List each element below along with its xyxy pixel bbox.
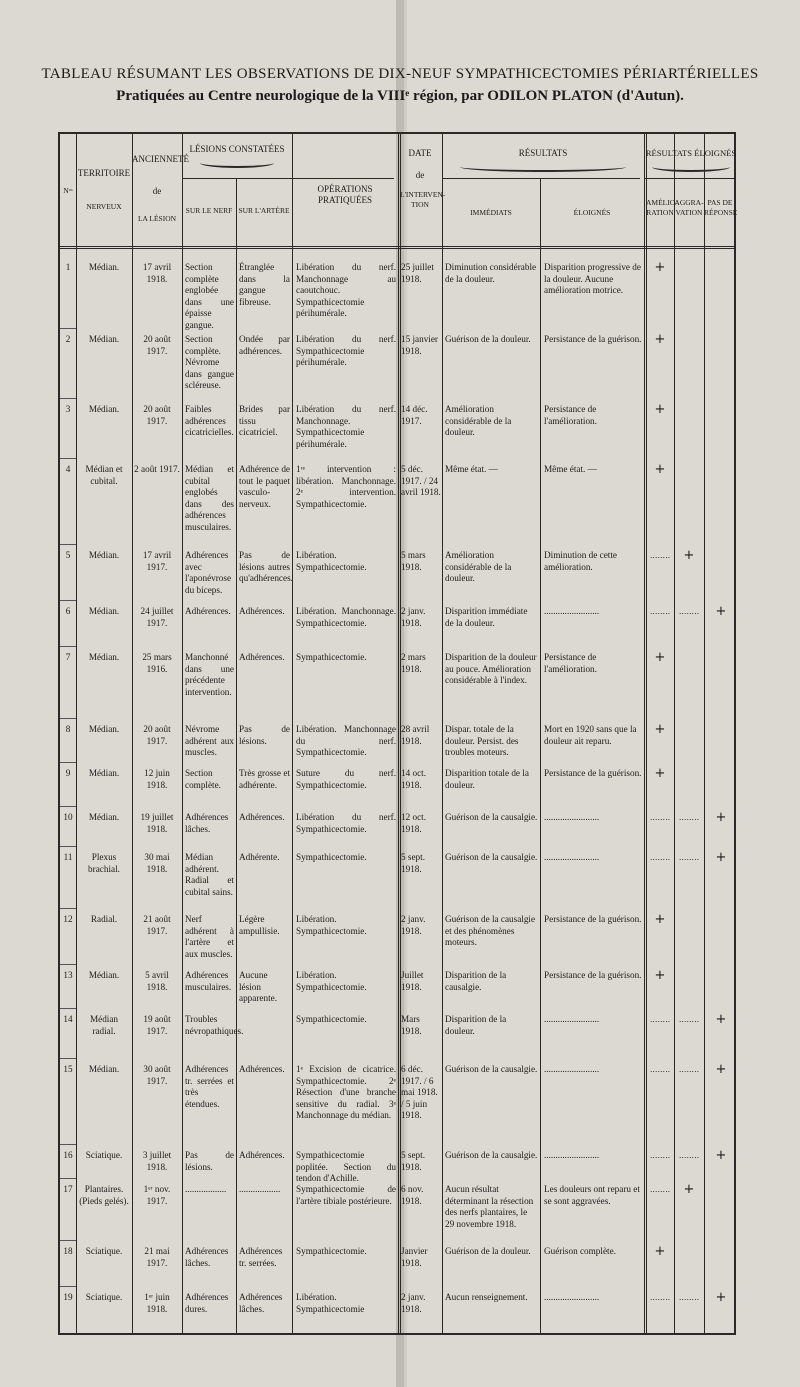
cell-pas-de-reponse [706, 768, 736, 804]
row-separator [60, 908, 76, 909]
cell-territoire: Médian. [88, 262, 120, 272]
cell-artere: Adhérences. [239, 652, 285, 662]
cell-nerf: Adhérences musculaires. [185, 970, 232, 992]
cell-operation: Libération. Manchonnage. Sympathicectomie. [296, 606, 396, 628]
cell-pas-de-reponse [706, 724, 736, 760]
cell-territoire: Médian. [88, 812, 120, 822]
cell-aggravation: ........ [678, 853, 700, 862]
cell-nerf: Faibles adhérences cicatricielles. [185, 404, 234, 438]
cell-territoire: Médian. [88, 550, 120, 560]
cell-anciennete: 5 avril 1918. [145, 970, 169, 992]
cell-num: 18 [63, 1246, 73, 1256]
cell-artere: Adhérences. [239, 606, 285, 616]
cell-nerf: Manchonné dans une précédente intervention. [185, 652, 234, 697]
cell-nerf: Adhérences dures. [185, 1292, 229, 1314]
cell-amelioration: + [654, 766, 666, 781]
cell-pas-de-reponse [706, 914, 736, 962]
cell-date: 14 déc. 1917. [401, 404, 428, 426]
cell-eloignes: Persistance de la guérison. [544, 970, 642, 980]
header-anciennete-de: de [152, 186, 162, 196]
cell-pas-de-reponse: + [715, 1062, 727, 1077]
row-separator [60, 806, 76, 807]
cell-immediats: Disparition de la douleur au pouce. Amélioration considérable à l'index. [445, 652, 537, 686]
header-date-de: de [415, 170, 425, 180]
cell-pas-de-reponse [706, 550, 736, 598]
cell-anciennete: 21 août 1917. [143, 914, 171, 936]
cell-anciennete: 24 juillet 1917. [140, 606, 174, 628]
cell-eloignes: Persistance de l'amélioration. [544, 404, 597, 426]
cell-artere: Adhérente. [239, 852, 280, 862]
cell-amelioration: ........ [649, 853, 671, 862]
header-operations: OPÉRATIONS PRATIQUÉES [317, 184, 373, 205]
cell-pas-de-reponse: + [715, 1012, 727, 1027]
cell-eloignes: ........................ [544, 1150, 600, 1160]
cell-territoire: Médian. [88, 970, 120, 980]
cell-artere: Adhérences lâches. [239, 1292, 283, 1314]
cell-territoire: Médian. [88, 1064, 120, 1074]
cell-eloignes: ........................ [544, 852, 600, 862]
cell-pas-de-reponse [706, 970, 736, 1006]
header-la-lesion: LA LÉSION [137, 214, 177, 223]
header-pas-de-reponse: PAS DE RÉPONSE [704, 198, 738, 217]
cell-num: 16 [63, 1150, 73, 1160]
cell-num: 1 [65, 262, 71, 272]
cell-immediats: Dispar. totale de la douleur. Persist. des troubles moteurs. [445, 724, 519, 758]
header-brace [652, 162, 730, 172]
cell-date: Juillet 1918. [401, 970, 424, 992]
row-separator [60, 718, 76, 719]
cell-artere: Adhérence de tout le paquet vasculo-nerveux. [239, 464, 290, 509]
cell-eloignes: Guérison complète. [544, 1246, 616, 1256]
cell-eloignes: Les douleurs ont reparu et se sont aggravées. [544, 1184, 640, 1206]
cell-territoire: Médian. [88, 768, 120, 778]
row-separator [60, 544, 76, 545]
cell-pas-de-reponse: + [715, 1290, 727, 1305]
cell-pas-de-reponse [706, 404, 736, 456]
cell-amelioration: ........ [649, 1015, 671, 1024]
cell-operation: Libération. Sympathicectomie. [296, 914, 367, 936]
cell-eloignes: ........................ [544, 1292, 600, 1302]
cell-territoire: Médian. [88, 606, 120, 616]
cell-date: 2 janv. 1918. [401, 914, 426, 936]
cell-aggravation [676, 768, 702, 804]
cell-territoire: Plexus brachial. [88, 852, 120, 874]
cell-artere: Ondée par adhérences. [239, 334, 290, 356]
cell-date: 14 oct. 1918. [401, 768, 427, 790]
cell-anciennete: 21 mai 1917. [144, 1246, 170, 1268]
cell-eloignes: ........................ [544, 606, 600, 616]
cell-num: 15 [63, 1064, 73, 1074]
cell-nerf: Section complète englobée dans une épaisse gangue. [185, 262, 234, 330]
cell-anciennete: 20 août 1917. [143, 404, 171, 426]
cell-operation: Sympathicectomie de l'artère tibiale postérieure. [296, 1184, 396, 1206]
cell-amelioration: + [654, 650, 666, 665]
cell-nerf: Section complète. Névrome dans gangue scléreuse. [185, 334, 234, 391]
cell-territoire: Médian. [88, 652, 120, 662]
row-separator [60, 1058, 76, 1059]
cell-pas-de-reponse [706, 1246, 736, 1284]
cell-aggravation: ........ [678, 1065, 700, 1074]
header-intervention: L'INTERVEN-TION [400, 190, 446, 209]
cell-pas-de-reponse [706, 334, 736, 396]
cell-anciennete: 19 août 1917. [143, 1014, 171, 1036]
observations-table [58, 132, 736, 1335]
header-anciennete: ANCIENNETÉ [132, 154, 189, 164]
cell-nerf: Névrome adhérent aux muscles. [185, 724, 234, 758]
cell-nerf: Médian et cubital englobés dans des adhérences musculaires. [185, 464, 234, 532]
header-brace [460, 162, 626, 172]
cell-anciennete: 20 août 1917. [143, 334, 171, 356]
cell-num: 10 [63, 812, 73, 822]
cell-artere: Adhérences tr. serrées. [239, 1246, 283, 1268]
cell-artere: Adhérences. [239, 812, 285, 822]
cell-amelioration: ........ [649, 813, 671, 822]
cell-aggravation [676, 914, 702, 962]
cell-num: 5 [65, 550, 71, 560]
header-resultats: RÉSULTATS [518, 148, 568, 158]
cell-amelioration: + [654, 722, 666, 737]
cell-anciennete: 2 août 1917. [134, 464, 180, 474]
cell-num: 7 [65, 652, 71, 662]
cell-operation: Sympathicectomie. [296, 852, 367, 862]
cell-aggravation: ........ [678, 1015, 700, 1024]
cell-operation: Libération. Sympathicectomie [296, 1292, 365, 1314]
cell-eloignes: Persistance de la guérison. [544, 334, 642, 344]
cell-immediats: Guérison de la causalgie. [445, 812, 538, 822]
header-date: DATE [408, 148, 432, 158]
header-brace [200, 158, 274, 168]
cell-amelioration: ........ [649, 607, 671, 616]
cell-num: 11 [63, 852, 73, 862]
cell-operation: Libération du nerf. Sympathicectomie périhumérale. [296, 334, 396, 368]
cell-amelioration: + [654, 1244, 666, 1259]
row-separator [60, 964, 76, 965]
cell-artere: Pas de lésions autres qu'adhérences. [239, 550, 293, 584]
cell-date: 2 janv. 1918. [401, 606, 426, 628]
cell-aggravation: + [683, 548, 695, 563]
cell-date: 5 mars 1918. [401, 550, 426, 572]
cell-eloignes: Persistance de la guérison. [544, 914, 642, 924]
cell-territoire: Médian. [88, 724, 120, 734]
cell-territoire: Sciatique. [85, 1150, 123, 1160]
cell-eloignes: ........................ [544, 1064, 600, 1074]
cell-amelioration: + [654, 260, 666, 275]
cell-artere: Légère ampullisie. [239, 914, 280, 936]
cell-anciennete: 19 juillet 1918. [140, 812, 174, 834]
cell-operation: Libération du nerf. Sympathicectomie. [296, 812, 396, 834]
cell-operation: Suture du nerf. Sympathicectomie. [296, 768, 396, 790]
cell-immediats: Amélioration considérable de la douleur. [445, 404, 512, 438]
cell-amelioration: ........ [649, 1293, 671, 1302]
cell-artere [239, 1014, 290, 1056]
cell-num: 6 [65, 606, 71, 616]
header-resultats-eloignes: RÉSULTATS ÉLOIGNÉS [645, 148, 737, 158]
cell-pas-de-reponse: + [715, 1148, 727, 1163]
row-separator [60, 1144, 76, 1145]
cell-eloignes: Mort en 1920 sans que la douleur ait reparu. [544, 724, 637, 746]
row-separator [60, 1008, 76, 1009]
cell-nerf: Adhérences tr. serrées et très étendues. [185, 1064, 234, 1109]
cell-territoire: Radial. [90, 914, 118, 924]
cell-immediats: Même état. — [445, 464, 498, 474]
header-amelioration: AMÉLIO-RATION [646, 198, 678, 217]
cell-anciennete: 1ᵉʳ nov. 1917. [143, 1184, 171, 1206]
cell-immediats: Aucun renseignement. [445, 1292, 528, 1302]
cell-aggravation: ........ [678, 607, 700, 616]
header-territoire: TERRITOIRE [77, 168, 131, 178]
cell-artere: Pas de lésions. [239, 724, 290, 746]
cell-operation: Sympathicectomie. [296, 1246, 367, 1256]
cell-aggravation [676, 262, 702, 326]
cell-eloignes: ........................ [544, 1014, 600, 1024]
cell-date: 2 mars 1918. [401, 652, 426, 674]
cell-artere: Étranglée dans la gangue fibreuse. [239, 262, 290, 307]
cell-operation: Libération du nerf. Manchonnage. Sympathicectomie périhumérale. [296, 404, 396, 449]
cell-eloignes: Disparition progressive de la douleur. Aucune amélioration motrice. [544, 262, 641, 296]
cell-territoire: Médian et cubital. [85, 464, 123, 486]
cell-nerf: Médian adhérent. Radial et cubital sains. [185, 852, 234, 897]
cell-anciennete: 12 juin 1918. [144, 768, 170, 790]
cell-amelioration: ........ [649, 1151, 671, 1160]
cell-nerf: Adhérences lâches. [185, 1246, 229, 1268]
cell-pas-de-reponse: + [715, 810, 727, 825]
cell-immediats: Guérison de la douleur. [445, 1246, 531, 1256]
cell-nerf: Troubles névropathiques. [185, 1014, 244, 1036]
cell-immediats: Disparition de la douleur. [445, 1014, 507, 1036]
row-separator [60, 762, 76, 763]
cell-aggravation: + [683, 1182, 695, 1197]
cell-territoire: Médian. [88, 404, 120, 414]
cell-pas-de-reponse [706, 262, 736, 326]
table-title: TABLEAU RÉSUMANT LES OBSERVATIONS DE DIX-NEUF SYMPATHICECTOMIES PÉRIARTÉRIELLES [41, 66, 759, 82]
row-separator [60, 328, 76, 329]
cell-territoire: Médian radial. [89, 1014, 119, 1036]
cell-aggravation: ........ [678, 1151, 700, 1160]
cell-date: 5 sept. 1918. [401, 852, 425, 874]
cell-pas-de-reponse [706, 652, 736, 716]
cell-immediats: Disparition totale de la douleur. [445, 768, 529, 790]
cell-immediats: Disparition de la causalgie. [445, 970, 507, 992]
cell-aggravation [676, 1246, 702, 1284]
cell-nerf: Adhérences. [185, 606, 231, 616]
cell-amelioration: + [654, 912, 666, 927]
cell-anciennete: 1ᵉʳ juin 1918. [144, 1292, 170, 1314]
cell-anciennete: 17 avril 1918. [142, 262, 172, 284]
cell-date: Mars 1918. [401, 1014, 422, 1036]
cell-anciennete: 17 avril 1917. [142, 550, 172, 572]
cell-immediats: Guérison de la causalgie. [445, 1064, 538, 1074]
row-separator [60, 846, 76, 847]
cell-anciennete: 3 juillet 1918. [142, 1150, 172, 1172]
cell-date: 5 déc. 1917. / 24 avril 1918. [401, 464, 441, 498]
cell-date: 28 avril 1918. [401, 724, 430, 746]
cell-date: 25 juillet 1918. [401, 262, 434, 284]
cell-operation: Sympathicectomie. [296, 652, 367, 662]
cell-date: 2 janv. 1918. [401, 1292, 426, 1314]
cell-artere: Très grosse et adhérente. [239, 768, 290, 790]
cell-date: 15 janvier 1918. [401, 334, 438, 356]
row-separator [60, 1240, 76, 1241]
cell-operation: Libération. Sympathicectomie. [296, 550, 367, 572]
cell-anciennete: 20 août 1917. [143, 724, 171, 746]
cell-num: 2 [65, 334, 71, 344]
cell-territoire: Sciatique. [85, 1246, 123, 1256]
cell-anciennete: 30 août 1917. [143, 1064, 171, 1086]
cell-immediats: Guérison de la douleur. [445, 334, 531, 344]
cell-pas-de-reponse [706, 464, 736, 542]
cell-operation: 1ʳᵉ intervention : libération. Manchonnage. 2ᵉ intervention. Sympathicectomie. [296, 464, 396, 509]
cell-immediats: Guérison de la causalgie. [445, 852, 538, 862]
cell-immediats: Diminution considérable de la douleur. [445, 262, 537, 284]
cell-amelioration: ........ [649, 1185, 671, 1194]
cell-nerf: Adhérences lâches. [185, 812, 229, 834]
cell-immediats: Guérison de la causalgie et des phénomènes moteurs. [445, 914, 536, 948]
cell-operation: Libération. Manchonnage du nerf. Sympathicectomie. [296, 724, 396, 758]
cell-eloignes: ........................ [544, 812, 600, 822]
row-separator [60, 398, 76, 399]
cell-territoire: Sciatique. [85, 1292, 123, 1302]
cell-nerf: Section complète. [185, 768, 221, 790]
cell-amelioration: + [654, 402, 666, 417]
cell-pas-de-reponse: + [715, 850, 727, 865]
cell-operation: Libération. Sympathicectomie. [296, 970, 367, 992]
cell-immediats: Disparition immédiate de la douleur. [445, 606, 528, 628]
row-separator [60, 1286, 76, 1287]
cell-eloignes: Diminution de cette amélioration. [544, 550, 617, 572]
cell-nerf: Nerf adhérent à l'artère et aux muscles. [185, 914, 234, 959]
row-separator [60, 646, 76, 647]
cell-num: 3 [65, 404, 71, 414]
cell-num: 17 [63, 1184, 73, 1194]
row-separator [60, 1178, 76, 1179]
cell-aggravation [676, 652, 702, 716]
cell-aggravation [676, 970, 702, 1006]
cell-immediats: Guérison de la causalgie. [445, 1150, 538, 1160]
cell-anciennete: 30 mai 1918. [144, 852, 170, 874]
cell-territoire: Plantaires. (Pieds gelés). [79, 1184, 129, 1206]
cell-num: 13 [63, 970, 73, 980]
header-immediats: IMMÉDIATS [470, 208, 512, 217]
cell-aggravation: ........ [678, 813, 700, 822]
cell-num: 19 [63, 1292, 73, 1302]
cell-amelioration: + [654, 968, 666, 983]
cell-pas-de-reponse [706, 1184, 736, 1238]
cell-anciennete: 25 mars 1916. [142, 652, 172, 674]
cell-num: 14 [63, 1014, 73, 1024]
cell-num: 8 [65, 724, 71, 734]
cell-amelioration: ........ [649, 551, 671, 560]
cell-nerf: .................. [185, 1184, 227, 1194]
cell-num: 12 [63, 914, 73, 924]
cell-date: 6 déc. 1917. / 6 mai 1918. / 5 juin 1918. [401, 1064, 438, 1121]
cell-artere: Adhérences. [239, 1064, 285, 1074]
header-eloignes: ÉLOIGNÉS [573, 208, 611, 217]
header-sur-le-nerf: SUR LE NERF [185, 206, 233, 215]
cell-date: 12 oct. 1918. [401, 812, 427, 834]
cell-aggravation [676, 464, 702, 542]
cell-date: 5 sept. 1918. [401, 1150, 425, 1172]
cell-num: 9 [65, 768, 71, 778]
table-subtitle: Pratiquées au Centre neurologique de la VIIIᵉ région, par ODILON PLATON (d'Autun). [116, 88, 684, 104]
cell-date: Janvier 1918. [401, 1246, 428, 1268]
header-sur-l-artere: SUR L'ARTÈRE [238, 206, 290, 215]
cell-num: 4 [65, 464, 71, 474]
cell-artere: Brides par tissu cicatriciel. [239, 404, 290, 438]
header-nerveux: NERVEUX [86, 202, 122, 211]
header-aggravation: AGGRA-VATION [674, 198, 704, 217]
cell-artere: .................. [239, 1184, 281, 1194]
cell-amelioration: ........ [649, 1065, 671, 1074]
cell-aggravation [676, 724, 702, 760]
cell-eloignes: Même état. — [544, 464, 597, 474]
cell-nerf: Adhérences avec l'aponévrose du biceps. [185, 550, 232, 595]
cell-pas-de-reponse: + [715, 604, 727, 619]
cell-immediats: Aucun résultat déterminant la résection des nerfs plantaires, le 29 novembre 1918. [445, 1184, 534, 1229]
cell-aggravation [676, 404, 702, 456]
cell-aggravation [676, 334, 702, 396]
header-num: Nᵒˢ [63, 186, 73, 195]
header-lesions-constatees: LÉSIONS CONSTATÉES [189, 144, 285, 154]
cell-operation: Sympathicectomie poplitée. Section du tendon d'Achille. [296, 1150, 396, 1184]
cell-date: 6 nov. 1918. [401, 1184, 424, 1206]
cell-aggravation: ........ [678, 1293, 700, 1302]
cell-eloignes: Persistance de la guérison. [544, 768, 642, 778]
cell-amelioration: + [654, 462, 666, 477]
cell-operation: Libération du nerf. Manchonnage au caoutchouc. Sympathicectomie périhumérale. [296, 262, 396, 319]
cell-eloignes: Persistance de l'amélioration. [544, 652, 597, 674]
row-separator [60, 458, 76, 459]
cell-artere: Aucune lésion apparente. [239, 970, 278, 1004]
row-separator [60, 600, 76, 601]
cell-amelioration: + [654, 332, 666, 347]
cell-immediats: Amélioration considérable de la douleur. [445, 550, 512, 584]
cell-operation: 1ᵉ Excision de cicatrice. Sympathicectomie. 2ᵉ Résection d'une branche sensitive du radial. 3ᵉ Manchonnage du médian. [296, 1064, 396, 1121]
cell-operation: Sympathicectomie. [296, 1014, 367, 1024]
cell-territoire: Médian. [88, 334, 120, 344]
cell-artere: Adhérences. [239, 1150, 285, 1160]
cell-nerf: Pas de lésions. [185, 1150, 234, 1172]
